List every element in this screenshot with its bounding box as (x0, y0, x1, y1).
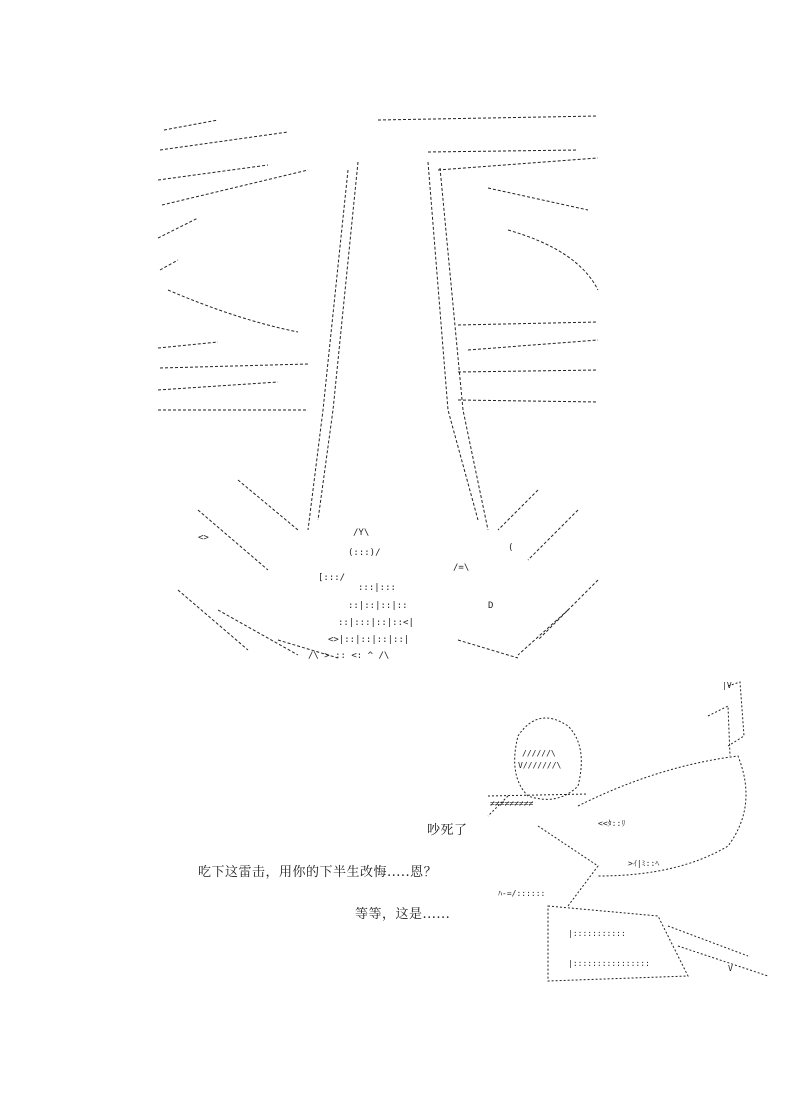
svg-text:|:::::::::::: |::::::::::: (568, 929, 626, 938)
svg-text:::|::|::|::: ::|::|::|:: (348, 601, 408, 611)
svg-text:<>: <> (198, 533, 209, 543)
svg-text:/=\: /=\ (453, 563, 470, 573)
dialogue-line-1: 吵死了 (427, 823, 468, 838)
svg-text:<>|::|::|::|::|: <>|::|::|::|::| (328, 635, 410, 645)
svg-text:(:::)/: (:::)/ (348, 548, 381, 558)
svg-text:V///////\: V///////\ (518, 761, 562, 770)
svg-text:/\ > :: <: ^ /\: /\ > :: <: ^ /\ (308, 651, 390, 661)
character-pointing-up-ascii-art (478, 676, 778, 988)
dialogue-line-2: 吃下这雷击，用你的下半生改悔.....恩？ (198, 865, 438, 880)
lightning-strike-ascii-art (158, 110, 610, 662)
svg-text::::|:::: :::|::: (358, 583, 396, 593)
svg-text:(: ( (508, 543, 514, 553)
svg-text://////\: //////\ (522, 749, 556, 758)
svg-text:V: V (728, 964, 733, 973)
dialogue-line-3: 等等，这是...... (355, 907, 451, 922)
svg-text:/Y\: /Y\ (353, 528, 370, 538)
svg-text:<<ﾀ::ﾘ: <<ﾀ::ﾘ (598, 819, 626, 828)
svg-text:::|:::|::|::<|: ::|:::|::|::<| (338, 618, 414, 628)
svg-text:ﾊ-=/::::::: ﾊ-=/:::::: (498, 889, 546, 898)
svg-text:[:::/: [:::/ (318, 573, 346, 583)
svg-text:>ｲ|ﾐ::ﾍ: >ｲ|ﾐ::ﾍ (628, 859, 660, 868)
svg-text:≠≠≠≠≠≠≠≠≠: ≠≠≠≠≠≠≠≠≠ (490, 799, 534, 808)
svg-text:|::::::::::::::::: |:::::::::::::::: (568, 959, 650, 968)
svg-text:|V: |V (722, 681, 732, 690)
svg-text:D: D (488, 601, 494, 611)
